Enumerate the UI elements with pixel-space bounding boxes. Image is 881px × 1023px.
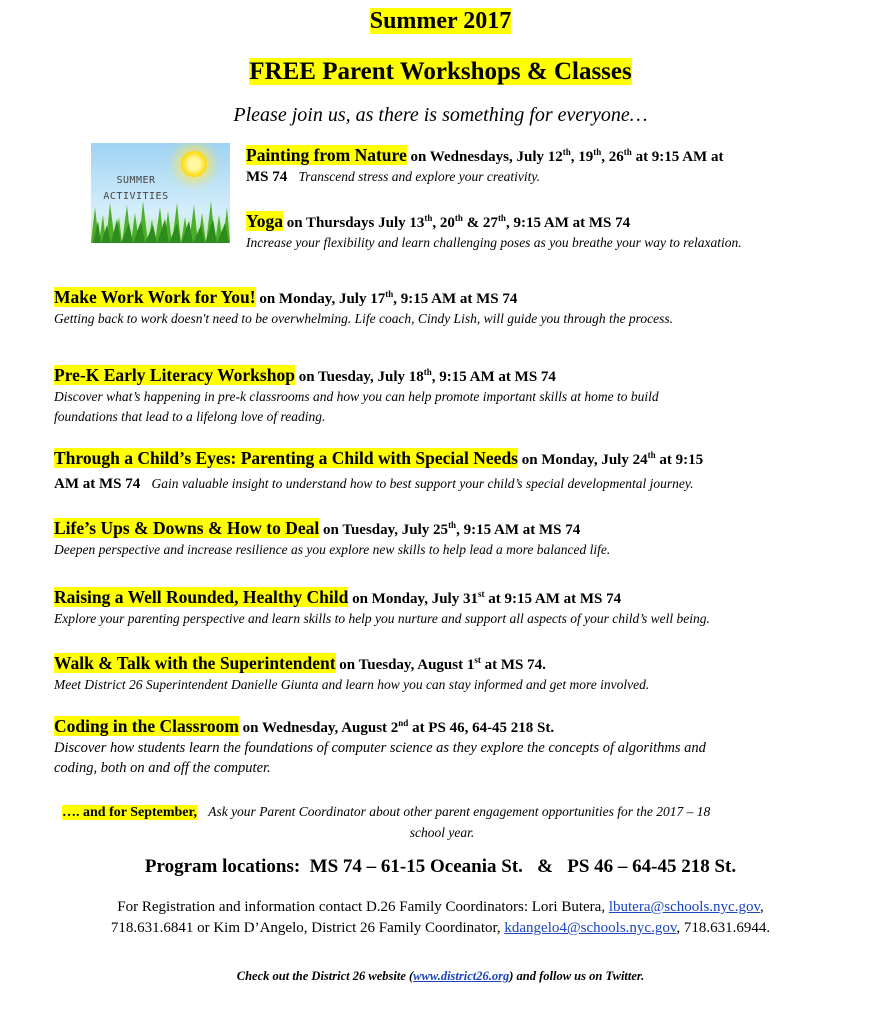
workshop-date: on Wednesday, August 2 [238,720,399,736]
workshop-description: Discover what’s happening in pre-k classrooms and how you can help promote important skills at home to build [54,389,659,404]
summer-activities-image [91,143,230,243]
ordinal: th [562,147,571,157]
september-text: Ask your Parent Coordinator about other parent engagement opportunities for the 2017 – 18 [208,804,711,819]
workshop-date: on Thursdays July 13 [282,215,425,231]
workshop-coding-in-classroom [54,716,854,778]
title-free-workshops [0,56,881,88]
workshop-time: at 9:15 AM at [631,149,724,165]
workshop-title: Through a Child’s Eyes: Parenting a Child with Special Needs [54,448,518,468]
workshop-date: , 19 [570,149,594,165]
september-text: school year. [409,825,475,840]
title-line2: FREE Parent Workshops & Classes [249,58,632,85]
workshop-date: on Tuesday, July 25 [319,522,449,538]
contact-info [0,897,881,939]
workshop-description: Explore your parenting perspective and learn skills to help you nurture and support all aspects of your child’s well being. [54,611,710,626]
workshop-date: , 20 [432,215,455,231]
workshop-location: AM at MS 74 [54,476,141,492]
ordinal: th [593,147,602,157]
ordinal: th [424,213,433,223]
workshop-title: Walk & Talk with the Superintendent [54,653,336,673]
footer-text: Check out the District 26 website ( [236,969,414,983]
workshop-title: Raising a Well Rounded, Healthy Child [54,587,349,607]
workshop-title: Coding in the Classroom [54,716,239,736]
workshop-walk-and-talk [54,653,854,695]
workshop-title: Make Work Work for You! [54,287,256,307]
footer-note [0,966,881,986]
workshop-date: on Wednesdays, July 12 [406,149,563,165]
workshop-time: , 9:15 AM at MS 74 [431,369,556,385]
email-link-kdangelo4[interactable]: kdangelo4@schools.nyc.gov [504,920,677,936]
workshop-title: Yoga [246,211,283,231]
sun-icon [181,151,207,177]
september-label: …. and for September, [62,805,197,820]
workshop-date: on Monday, July 31 [348,591,478,607]
ordinal: th [647,450,656,460]
title-line1: Summer 2017 [369,8,512,34]
workshop-time: at 9:15 [655,452,704,468]
workshop-description: Gain valuable insight to understand how to best support your child’s special developmental journey. [151,476,694,491]
caption-line1: SUMMER [116,175,156,186]
workshop-time: , 9:15 AM at MS 74 [456,522,581,538]
workshop-yoga [246,211,866,253]
contact-text: , [760,899,764,915]
workshop-painting-from-nature [246,145,866,187]
workshop-date: on Monday, July 17 [255,291,386,307]
district26-website-link[interactable]: www.district26.org [413,969,510,983]
footer-text: ) and follow us on Twitter. [509,969,645,983]
workshop-location: MS 74 [246,169,288,185]
ordinal: th [423,367,432,377]
workshop-raising-healthy-child [54,587,854,629]
ordinal: th [448,520,457,530]
workshop-date: on Tuesday, August 1 [335,657,475,673]
workshop-title: Painting from Nature [246,145,407,165]
workshop-description: coding, both on and off the computer. [54,760,271,776]
workshop-description: Deepen perspective and increase resilience as you explore new skills to help lead a more balanced life. [54,542,611,557]
contact-text: 718.631.6841 or Kim D’Angelo, District 26 Family Coordinator, [110,920,505,936]
workshop-time: at MS 74. [480,657,546,673]
workshop-make-work-work [54,287,854,329]
ordinal: st [477,589,485,599]
program-locations: Program locations: MS 74 – 61-15 Oceania St. & PS 46 – 64-45 218 St. [144,856,737,877]
workshop-time: , 9:15 AM at MS 74 [505,215,631,231]
ordinal: th [454,213,463,223]
workshop-description: Increase your flexibility and learn challenging poses as you breathe your way to relaxation. [246,235,742,250]
workshop-description: Meet District 26 Superintendent Danielle Giunta and learn how you can stay informed and get more involved. [54,677,650,692]
grass-icon [91,197,230,243]
workshop-description: foundations that lead to a lifelong love of reading. [54,409,326,424]
contact-text: , 718.631.6944. [676,920,771,936]
subtitle: Please join us, as there is something for everyone… [233,104,648,126]
workshop-description: Getting back to work doesn't need to be overwhelming. Life coach, Cindy Lish, will guide you through the process. [54,311,674,326]
workshop-description: Transcend stress and explore your creativity. [298,169,540,184]
september-note [62,802,822,843]
workshop-time: at PS 46, 64-45 218 St. [408,720,555,736]
workshop-pre-k-literacy [54,365,854,427]
workshop-title: Life’s Ups & Downs & How to Deal [54,518,320,538]
workshop-date: on Tuesday, July 18 [294,369,424,385]
workshop-date: & 27 [462,215,498,231]
ordinal: th [623,147,632,157]
workshop-date: , 26 [601,149,624,165]
workshop-time: at 9:15 AM at MS 74 [484,591,622,607]
contact-text: For Registration and information contact D.26 Family Coordinators: Lori Butera, [117,899,609,915]
ordinal: st [474,655,481,665]
title-summer-2017 [0,6,881,36]
workshop-title: Pre-K Early Literacy Workshop [54,365,295,385]
email-link-lbutera[interactable]: lbutera@schools.nyc.gov [608,899,760,915]
ordinal: th [497,213,506,223]
workshop-description: Discover how students learn the foundations of computer science as they explore the concepts of algorithms and [54,740,706,756]
workshop-through-childs-eyes [54,448,854,494]
caption-line2: ACTIVITIES [103,191,169,202]
ordinal: nd [398,718,409,728]
ordinal: th [385,289,394,299]
workshop-lifes-ups-downs [54,518,854,560]
workshop-time: , 9:15 AM at MS 74 [393,291,518,307]
workshop-date: on Monday, July 24 [517,452,648,468]
